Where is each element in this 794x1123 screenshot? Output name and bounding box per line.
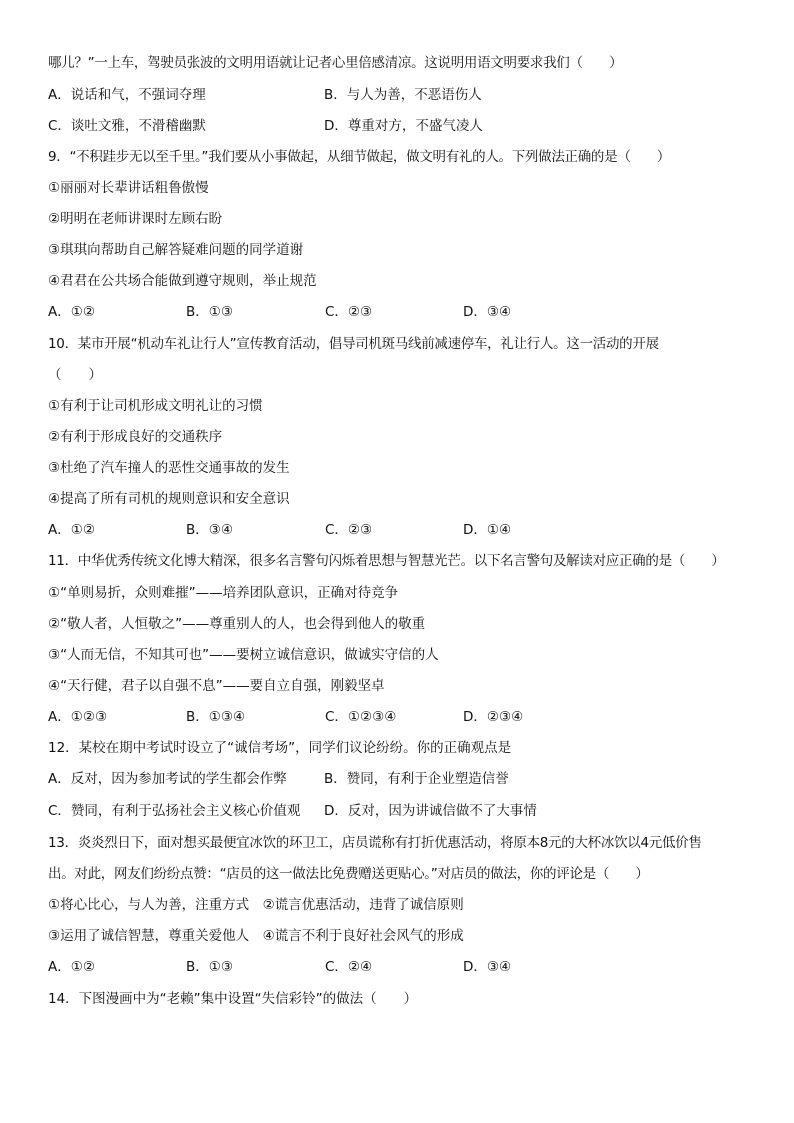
question-10-item-1: ①有利于让司机形成文明礼让的习惯 <box>48 398 263 414</box>
option-a: A．①② <box>48 522 95 538</box>
question-8-stem-tail: 哪儿？”一上车，驾驶员张波的文明用语就让记者心里倍感清凉。这说明用语文明要求我们（ ） <box>48 55 623 71</box>
question-12-stem: 12．某校在期中考试时设立了“诚信考场”，同学们议论纷纷。你的正确观点是 <box>48 740 512 756</box>
option-b: B．赞同，有利于企业塑造信誉 <box>324 771 509 787</box>
question-13-stem: 13．炎炎烈日下，面对想买最便宜冰饮的环卫工，店员谎称有打折优惠活动，将原本8元的大杯冰饮以4元低价售 <box>48 835 702 851</box>
question-12-options-row-2 <box>48 800 754 822</box>
option-c: C．赞同，有利于弘扬社会主义核心价值观 <box>48 803 301 819</box>
question-12-options-row-1 <box>48 768 754 790</box>
question-13-options <box>48 956 754 978</box>
question-9-options <box>48 301 754 323</box>
question-10-stem-cont: （ ） <box>48 367 102 383</box>
question-11-stem: 11．中华优秀传统文化博大精深，很多名言警句闪烁着思想与智慧光芒。以下名言警句及解读对应正确的是（ ） <box>48 553 725 569</box>
option-b: B．③④ <box>186 522 233 538</box>
question-10-options <box>48 519 754 541</box>
question-11-item-2: ②“敬人者，人恒敬之”——尊重别人的人，也会得到他人的敬重 <box>48 616 426 632</box>
question-8-options-row-1 <box>48 84 754 106</box>
option-d: D．③④ <box>463 304 512 320</box>
question-13-items-row-1: ①将心比心，与人为善，注重方式 ②谎言优惠活动，违背了诚信原则 <box>48 897 464 913</box>
option-b: B．与人为善，不恶语伤人 <box>324 87 482 103</box>
question-9-item-1: ①丽丽对长辈讲话粗鲁傲慢 <box>48 180 209 196</box>
question-10-item-4: ④提高了所有司机的规则意识和安全意识 <box>48 491 290 507</box>
question-11-item-3: ③“人而无信，不知其可也”——要树立诚信意识，做诚实守信的人 <box>48 647 439 663</box>
question-9-item-2: ②明明在老师讲课时左顾右盼 <box>48 211 223 227</box>
option-b: B．①③ <box>186 959 233 975</box>
option-a: A．①② <box>48 304 95 320</box>
option-c: C．谈吐文雅，不滑稽幽默 <box>48 118 206 134</box>
option-a: A．反对，因为参加考试的学生都会作弊 <box>48 771 287 787</box>
option-c: C．①②③④ <box>325 709 397 725</box>
question-13-items-row-2: ③运用了诚信智慧，尊重关爱他人 ④谎言不利于良好社会风气的形成 <box>48 928 464 944</box>
question-9-item-4: ④君君在公共场合能做到遵守规则，举止规范 <box>48 273 317 289</box>
question-9-item-3: ③琪琪向帮助自己解答疑难问题的同学道谢 <box>48 242 304 258</box>
option-d: D．反对，因为讲诚信做不了大事情 <box>324 803 537 819</box>
option-d: D．②③④ <box>463 709 524 725</box>
question-8-options-row-2 <box>48 115 754 137</box>
question-9-stem: 9．“不积跬步无以至千里。”我们要从小事做起，从细节做起，做文明有礼的人。下列做法正确的是（ ） <box>48 149 671 165</box>
question-11-item-1: ①“单则易折，众则难摧”——培养团队意识，正确对待竞争 <box>48 585 399 601</box>
option-b: B．①③④ <box>186 709 246 725</box>
question-10-stem: 10．某市开展“机动车礼让行人”宣传教育活动，倡导司机斑马线前减速停车，礼让行人。这一活动的开展 <box>48 336 659 352</box>
question-13-stem-cont: 出。对此，网友们纷纷点赞：“店员的这一做法比免费赠送更贴心。”对店员的做法，你的评论是（ ） <box>48 866 649 882</box>
question-10-item-3: ③杜绝了汽车撞人的恶性交通事故的发生 <box>48 460 290 476</box>
option-a: A．说话和气，不强词夺理 <box>48 87 206 103</box>
question-10-item-2: ②有利于形成良好的交通秩序 <box>48 429 223 445</box>
option-d: D．③④ <box>463 959 512 975</box>
question-14-stem: 14．下图漫画中为“老赖”集中设置“失信彩铃”的做法（ ） <box>48 991 418 1007</box>
option-a: A．①② <box>48 959 95 975</box>
option-c: C．②③ <box>325 522 373 538</box>
option-d: D．①④ <box>463 522 512 538</box>
option-c: C．②③ <box>325 304 373 320</box>
option-a: A．①②③ <box>48 709 108 725</box>
question-11-options <box>48 706 754 728</box>
option-b: B．①③ <box>186 304 233 320</box>
question-11-item-4: ④“天行健，君子以自强不息”——要自立自强，刚毅坚卓 <box>48 678 385 694</box>
option-d: D．尊重对方，不盛气凌人 <box>324 118 483 134</box>
option-c: C．②④ <box>325 959 373 975</box>
